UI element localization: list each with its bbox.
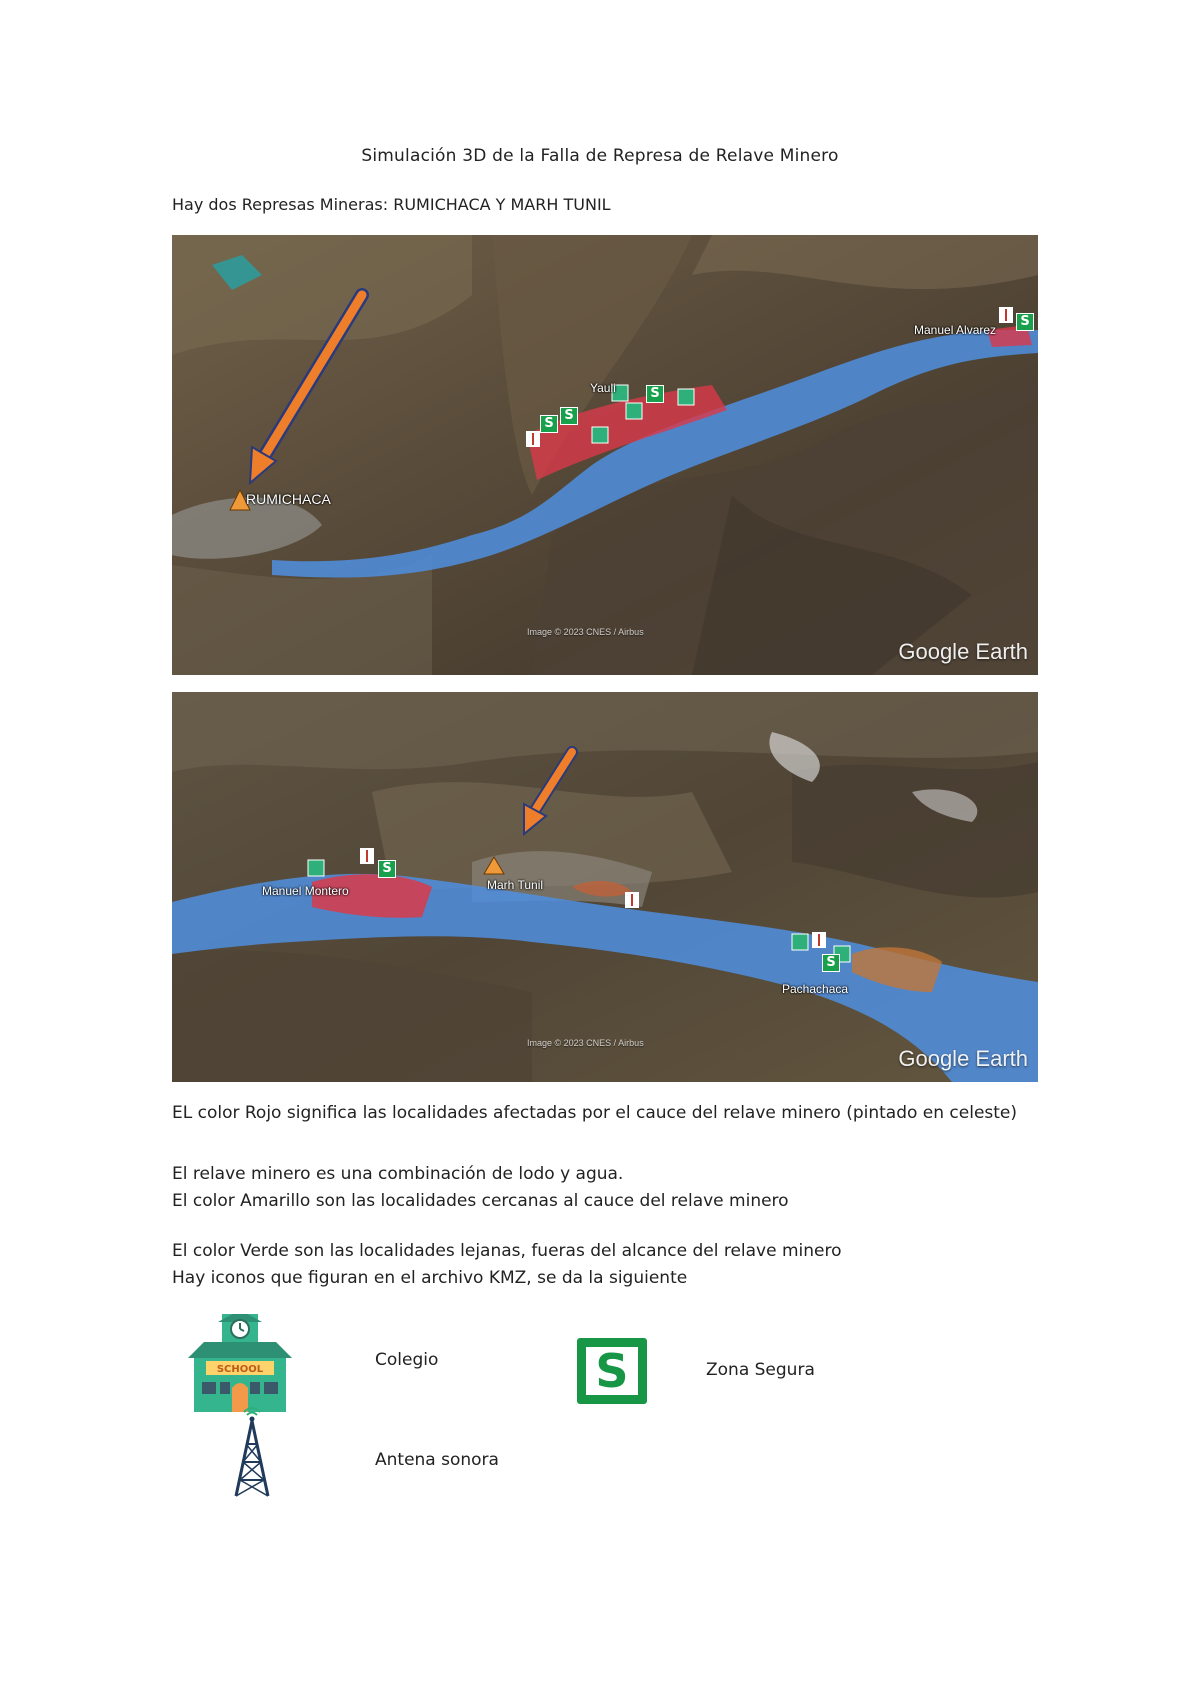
safe-zone-marker-icon: S xyxy=(822,954,840,972)
paragraph-red-meaning: EL color Rojo significa las localidades afectadas por el cauce del relave minero (pintado en celeste) xyxy=(172,1103,1018,1123)
terrain-image xyxy=(172,235,1038,675)
legend-label-safe-zone: Zona Segura xyxy=(706,1360,815,1380)
legend-label-antenna: Antena sonora xyxy=(375,1450,499,1470)
satellite-map-marh-tunil xyxy=(172,692,1038,1082)
safe-zone-symbol: S xyxy=(586,1347,638,1395)
place-label-marh-tunil: Marh Tunil xyxy=(487,878,544,892)
place-label-rumichaca: RUMICHACA xyxy=(246,491,331,507)
antenna-marker-icon xyxy=(360,848,374,864)
image-credit: Image © 2023 CNES / Airbus xyxy=(527,1038,644,1048)
image-credit: Image © 2023 CNES / Airbus xyxy=(527,627,644,637)
safe-zone-marker-icon: S xyxy=(1016,313,1034,331)
document-title: Simulación 3D de la Falla de Represa de Relave Minero xyxy=(361,146,839,166)
google-earth-logo: Google Earth xyxy=(898,1046,1028,1071)
document-subtitle: Hay dos Represas Mineras: RUMICHACA Y MARH TUNIL xyxy=(172,195,611,214)
safe-zone-icon xyxy=(577,1338,647,1404)
paragraph-yellow-meaning: El color Amarillo son las localidades cercanas al cauce del relave minero xyxy=(172,1191,789,1211)
paragraph-green-meaning: El color Verde son las localidades lejanas, fueras del alcance del relave minero xyxy=(172,1241,842,1261)
place-label-town: Yauli xyxy=(590,381,616,395)
antenna-marker-icon xyxy=(625,892,639,908)
antenna-marker-icon xyxy=(999,307,1013,323)
antenna-marker-icon xyxy=(812,932,826,948)
antenna-marker-icon xyxy=(526,431,540,447)
legend-label-school: Colegio xyxy=(375,1350,439,1370)
paragraph-icons-intro: Hay iconos que figuran en el archivo KMZ, se da la siguiente xyxy=(172,1268,688,1288)
place-label-far: Manuel Alvarez xyxy=(914,323,997,337)
safe-zone-marker-icon: S xyxy=(646,385,664,403)
place-label-pachachaca: Pachachaca xyxy=(782,982,849,996)
antenna-icon xyxy=(232,1404,272,1498)
safe-zone-marker-icon: S xyxy=(540,415,558,433)
place-label-montero: Manuel Montero xyxy=(262,884,349,898)
school-sign-text: SCHOOL xyxy=(216,1364,264,1375)
satellite-map-rumichaca xyxy=(172,235,1038,675)
safe-zone-marker-icon: S xyxy=(378,860,396,878)
google-earth-logo: Google Earth xyxy=(898,639,1028,664)
safe-zone-marker-icon: S xyxy=(560,407,578,425)
paragraph-tailings-definition: El relave minero es una combinación de lodo y agua. xyxy=(172,1164,624,1184)
school-icon xyxy=(188,1314,292,1414)
